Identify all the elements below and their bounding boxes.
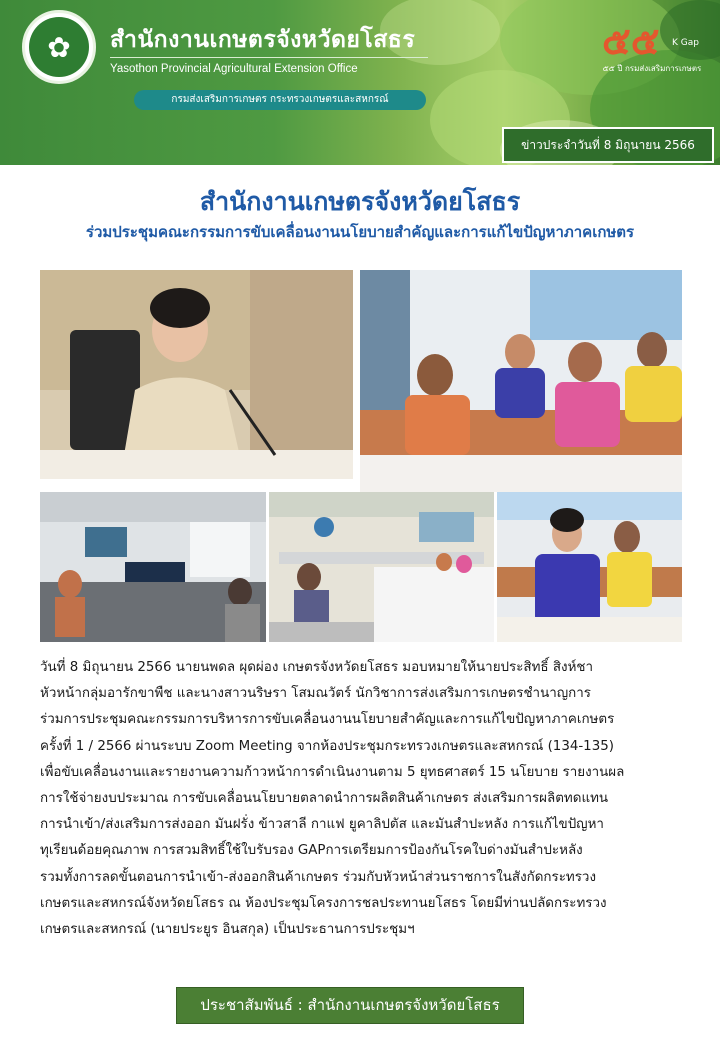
article-body: [40, 655, 682, 943]
office-name-en: Yasothon Provincial Agricultural Extension Office: [110, 63, 358, 75]
body-line: เกษตรและสหกรณ์ (นายประยูร อินสกุล) เป็นประธานการประชุมฯ: [40, 922, 415, 938]
body-line: ร่วมการประชุมคณะกรรมการบริหารการขับเคลื่อนงานนโยบายสำคัญและการแก้ไขปัญหาภาคเกษตร: [40, 712, 615, 728]
body-line: การใช้จ่ายงบประมาณ การขับเคลื่อนนโยบายตลาดนำการผลิตสินค้าเกษตร ส่งเสริมการผลิตทดแทน: [40, 791, 609, 807]
anniversary-caption: ๕๕ ปี กรมส่งเสริมการเกษตร: [602, 64, 702, 73]
pr-credit-box: ประชาสัมพันธ์ : สำนักงานเกษตรจังหวัดยโสธร: [176, 987, 524, 1024]
photo-two-participants: [497, 492, 682, 642]
photo-meeting-room-screen: [40, 492, 266, 642]
body-line: การนำเข้า/ส่งเสริมการส่งออก มันฝรั่ง ข้าวสาลี กาแฟ ยูคาลิปตัส และมันสำปะหลัง การแก้ไขปัญหา: [40, 817, 604, 833]
body-line: ครั้งที่ 1 / 2566 ผ่านระบบ Zoom Meeting จากห้องประชุมกระทรวงเกษตรและสหกรณ์ (134-135): [40, 738, 614, 754]
office-name-th: สำนักงานเกษตรจังหวัดยโสธร: [110, 27, 416, 53]
body-line: หัวหน้ากลุ่มอารักขาพืช และนางสาวนริษรา โสมณวัตร์ นักวิชาการส่งเสริมการเกษตรชำนาญการ: [40, 686, 591, 702]
body-line: ทุเรียนด้อยคุณภาพ การสวมสิทธิ์ใช้ใบรับรอง GAPการเตรียมการป้องกันโรคใบด่างมันสำปะหลัง: [40, 843, 583, 859]
anniversary-number: ๕๕: [602, 18, 660, 63]
header-banner: [0, 0, 720, 165]
body-line: เพื่อขับเคลื่อนงานและรายงานความก้าวหน้าการดำเนินงานตาม 5 ยุทธศาสตร์ 15 นโยบาย รายงานผล: [40, 764, 625, 780]
department-logo: [22, 10, 96, 84]
photo-meeting-participants: [360, 270, 682, 492]
emblem-icon: ✿: [29, 17, 89, 77]
article-title: สำนักงานเกษตรจังหวัดยโสธร: [199, 187, 521, 216]
department-pill: กรมส่งเสริมการเกษตร กระทรวงเกษตรและสหกรณ์: [134, 90, 426, 110]
anniversary-logo: [602, 10, 702, 82]
body-line: เกษตรและสหกรณ์จังหวัดยโสธร ณ ห้องประชุมโครงการชลประทานยโสธร โดยมีท่านปลัดกระทรวง: [40, 895, 607, 911]
photo-official-at-desk: [40, 270, 353, 479]
body-line: รวมทั้งการลดขั้นตอนการนำเข้า-ส่งออกสินค้าเกษตร ร่วมกับหัวหน้าส่วนราชการในสังกัดกระทรวง: [40, 869, 596, 885]
article-subtitle: ร่วมประชุมคณะกรรมการขับเคลื่อนงานนโยบายสำคัญและการแก้ไขปัญหาภาคเกษตร: [85, 223, 635, 241]
body-line: วันที่ 8 มิถุนายน 2566 นายนพดล ผุดผ่อง เกษตรจังหวัดยโสธร มอบหมายให้นายประสิทธิ์ สิงห์ชา: [40, 660, 594, 675]
photo-meeting-tables: [269, 492, 494, 642]
news-date-label: ข่าวประจำวันที่ 8 มิถุนายน 2566: [502, 127, 714, 163]
header-divider: [110, 57, 428, 58]
anniversary-tag: K Gap: [672, 38, 699, 48]
